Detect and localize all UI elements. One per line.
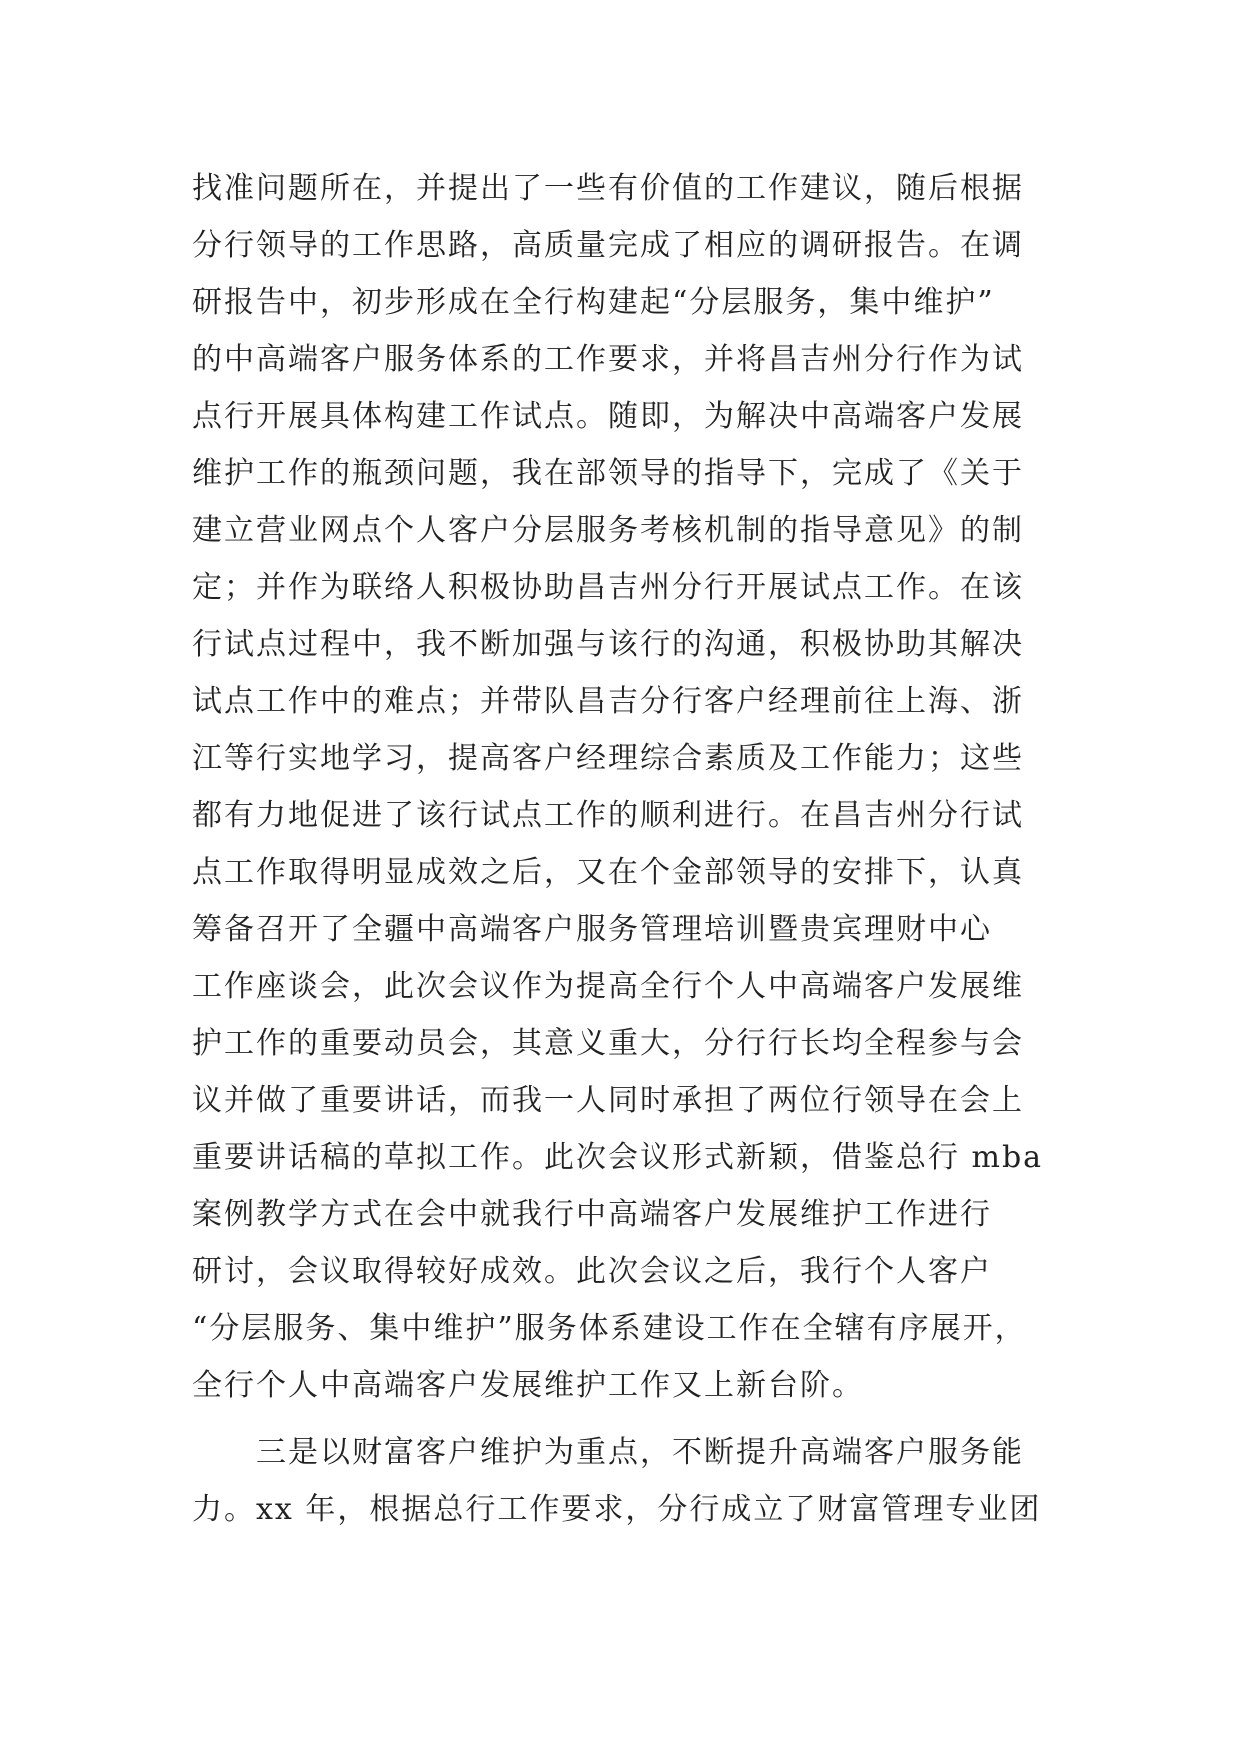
- text-line: 都有力地促进了该行试点工作的顺利进行。在昌吉州分行试: [192, 798, 1024, 833]
- text-line: 的中高端客户服务体系的工作要求，并将昌吉州分行作为试: [192, 342, 1024, 377]
- text-line: 议并做了重要讲话，而我一人同时承担了两位行领导在会上: [192, 1083, 1024, 1118]
- text-line: 护工作的重要动员会，其意义重大，分行行长均全程参与会: [192, 1026, 1024, 1061]
- text-line: 江等行实地学习，提高客户经理综合素质及工作能力；这些: [192, 741, 1024, 776]
- text-line: 行试点过程中，我不断加强与该行的沟通，积极协助其解决: [192, 627, 1024, 662]
- document-body: [192, 160, 1062, 1538]
- text-line: 研报告中，初步形成在全行构建起“分层服务，集中维护”: [192, 285, 995, 320]
- text-line: 重要讲话稿的草拟工作。此次会议形式新颖，借鉴总行 mba: [192, 1140, 1044, 1175]
- text-line: 工作座谈会，此次会议作为提高全行个人中高端客户发展维: [192, 969, 1024, 1004]
- paragraph-2: [192, 1424, 1062, 1538]
- text-line: 案例教学方式在会中就我行中高端客户发展维护工作进行: [192, 1197, 992, 1232]
- text-line: 建立营业网点个人客户分层服务考核机制的指导意见》的制: [192, 513, 1024, 548]
- text-line: 维护工作的瓶颈问题，我在部领导的指导下，完成了《关于: [192, 456, 1024, 491]
- text-line: 点行开展具体构建工作试点。随即，为解决中高端客户发展: [192, 399, 1024, 434]
- text-line: 试点工作中的难点；并带队昌吉分行客户经理前往上海、浙: [192, 684, 1024, 719]
- text-line: 力。xx 年，根据总行工作要求，分行成立了财富管理专业团: [192, 1492, 1042, 1527]
- text-line: 研讨，会议取得较好成效。此次会议之后，我行个人客户: [192, 1254, 992, 1289]
- paragraph-1: [192, 160, 1062, 1414]
- text-line: 点工作取得明显成效之后，又在个金部领导的安排下，认真: [192, 855, 1024, 890]
- text-line: 找准问题所在，并提出了一些有价值的工作建议，随后根据: [192, 171, 1024, 206]
- text-line: 定；并作为联络人积极协助昌吉州分行开展试点工作。在该: [192, 570, 1024, 605]
- text-line: 筹备召开了全疆中高端客户服务管理培训暨贵宾理财中心: [192, 912, 992, 947]
- text-line: 三是以财富客户维护为重点，不断提升高端客户服务能: [256, 1435, 1024, 1470]
- text-line: 全行个人中高端客户发展维护工作又上新台阶。: [192, 1368, 864, 1403]
- text-line: “分层服务、集中维护”服务体系建设工作在全辖有序展开，: [192, 1311, 1027, 1346]
- text-line: 分行领导的工作思路，高质量完成了相应的调研报告。在调: [192, 228, 1024, 263]
